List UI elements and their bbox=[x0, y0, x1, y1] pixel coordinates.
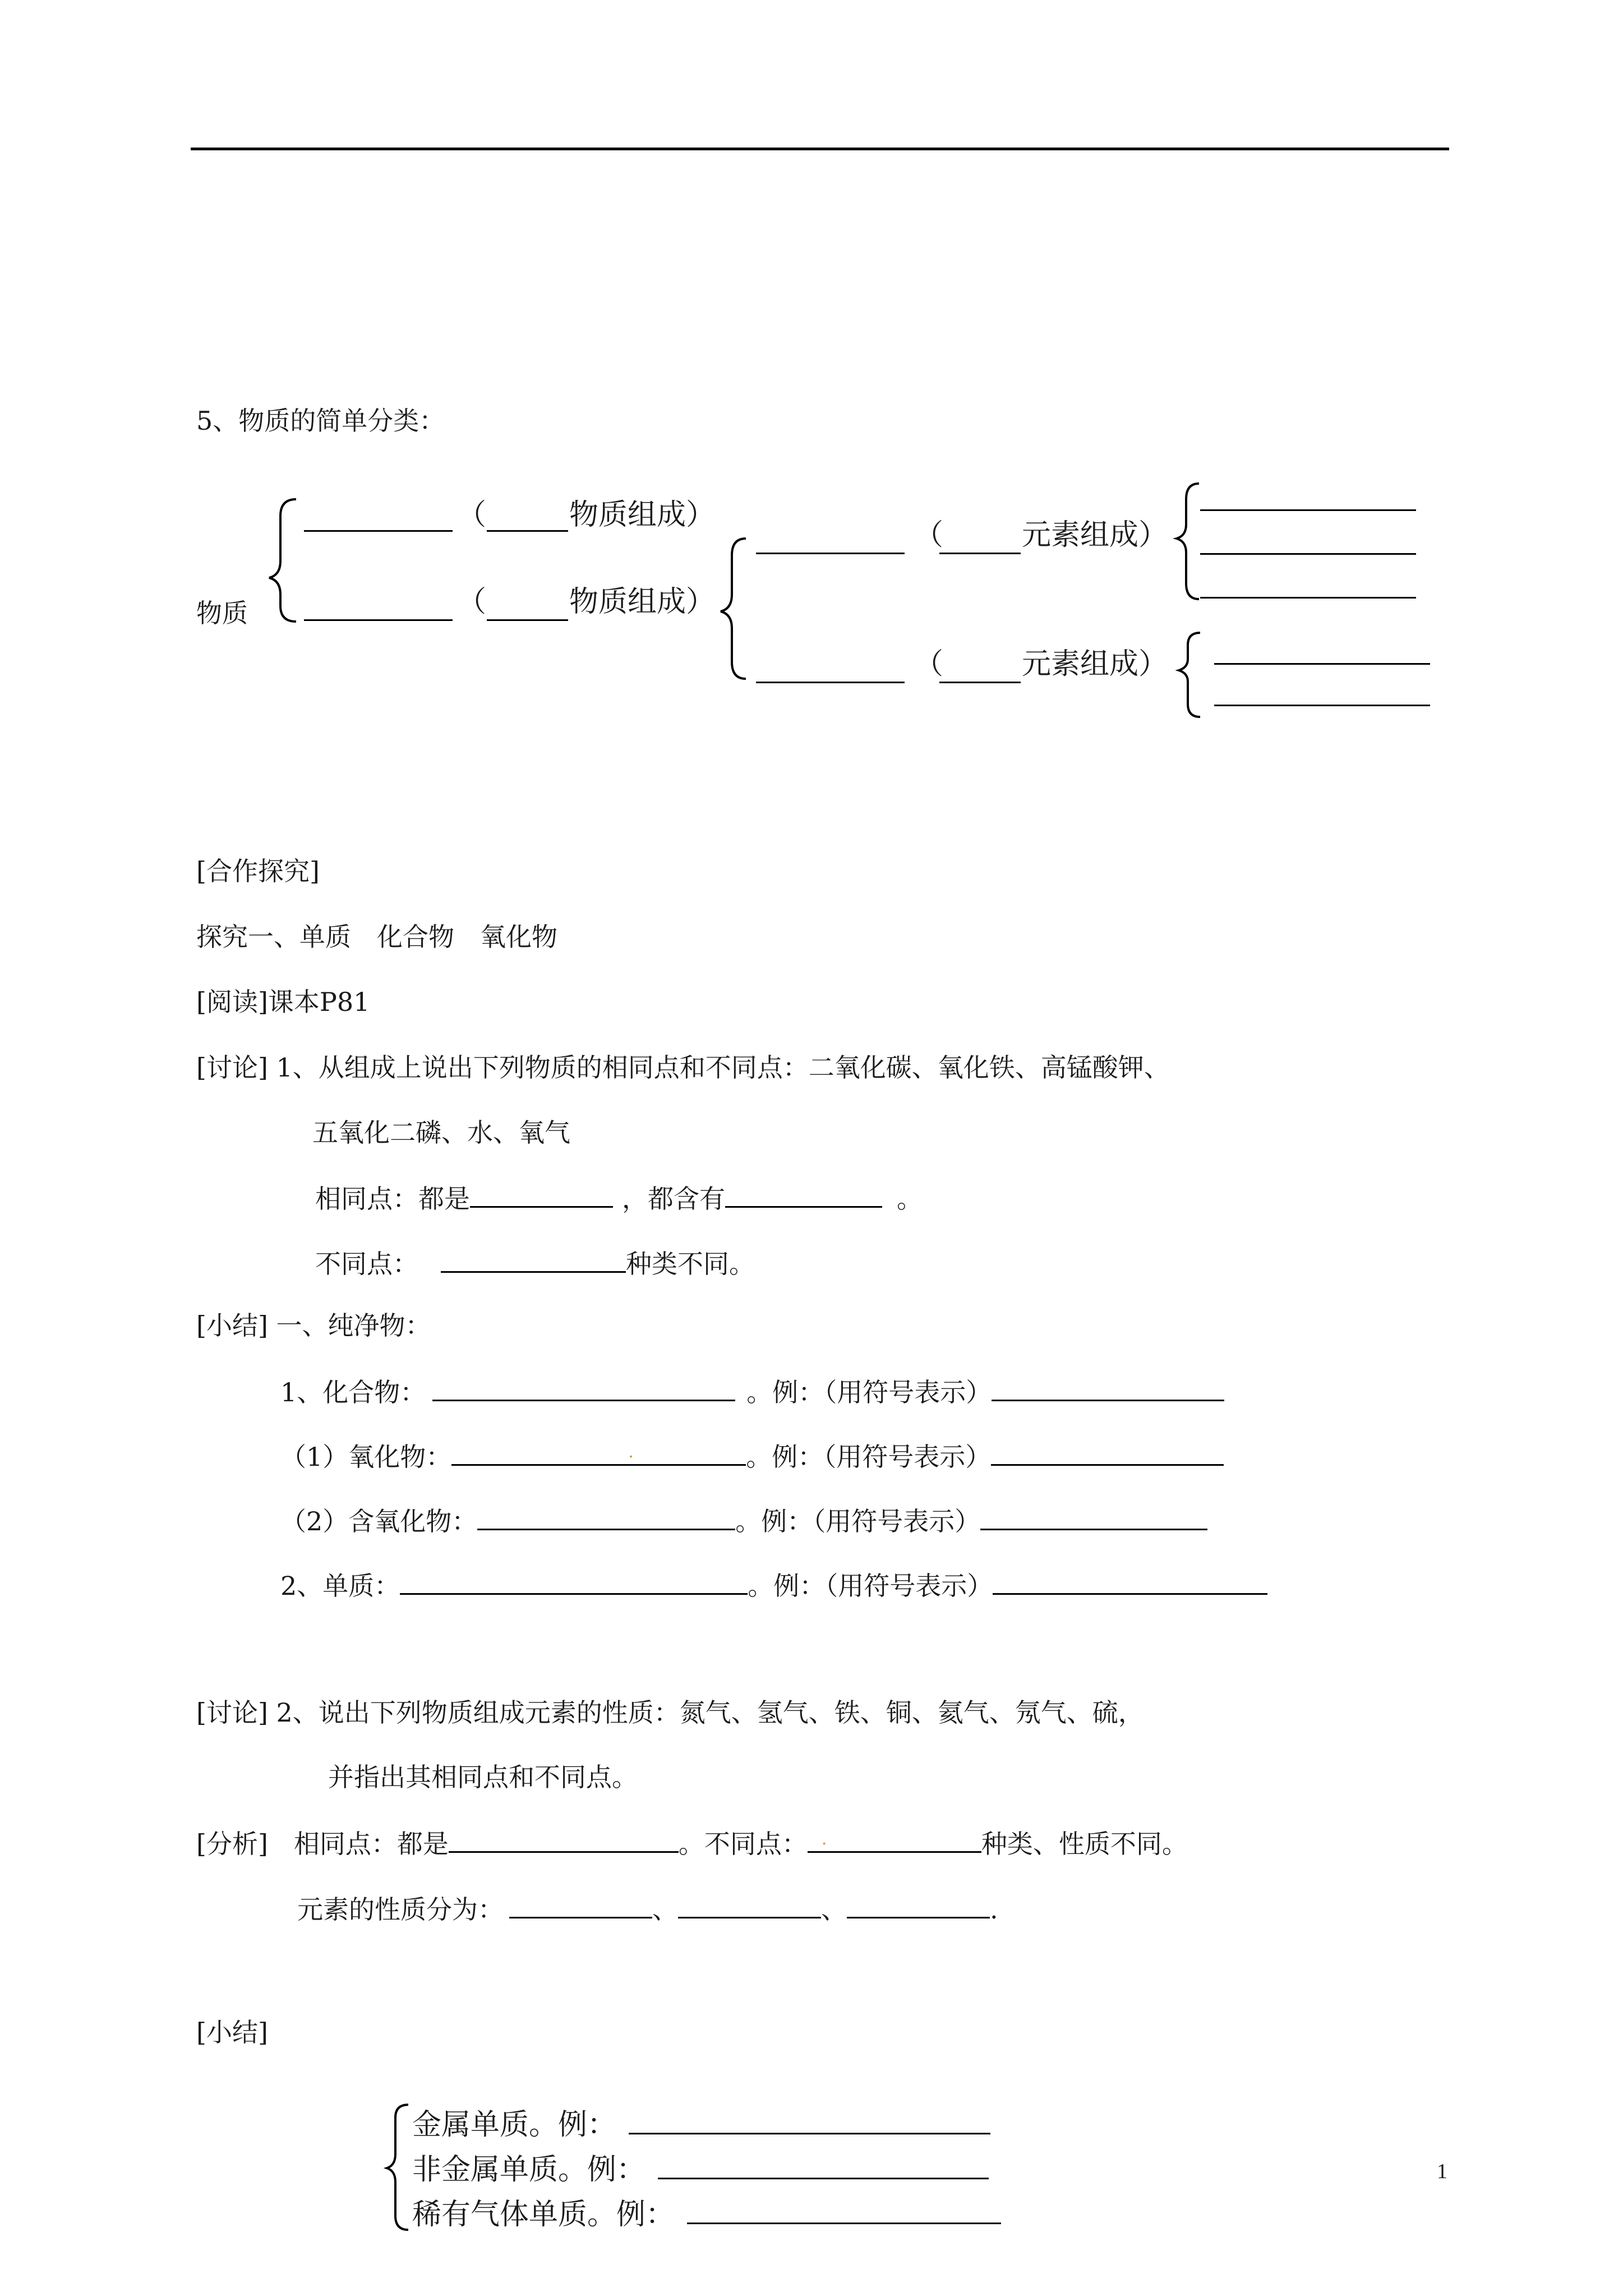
oxygen-compound-example-blank[interactable] bbox=[980, 1506, 1207, 1530]
read-note: [阅读]课本P81 bbox=[196, 987, 370, 1017]
tree-label-3: 元素组成 bbox=[1022, 518, 1139, 552]
oxide-example: 。例：（用符号表示） bbox=[746, 1442, 992, 1472]
nature-blank-1[interactable] bbox=[509, 1894, 652, 1918]
nature-sep-1: 、 bbox=[652, 1894, 678, 1925]
analysis-row bbox=[196, 1829, 1188, 1857]
metal-label: 金属单质。例： bbox=[412, 2108, 617, 2142]
discuss2-line2: 并指出其相同点和不同点。 bbox=[328, 1762, 638, 1792]
diff-blank[interactable] bbox=[441, 1249, 626, 1273]
oxide-blank[interactable] bbox=[451, 1442, 746, 1466]
noble-label: 稀有气体单质。例： bbox=[412, 2198, 675, 2231]
tree-blank-2[interactable] bbox=[304, 619, 453, 621]
compound-label: 1、化合物： bbox=[280, 1377, 426, 1407]
noble-row bbox=[412, 2200, 1001, 2229]
leaf-line-4[interactable] bbox=[1214, 663, 1430, 665]
nature-blank-3[interactable] bbox=[847, 1894, 990, 1918]
analysis-dot: . bbox=[821, 1829, 827, 1849]
leaf-line-2[interactable] bbox=[1200, 553, 1416, 555]
diff-label: 不同点： bbox=[315, 1249, 418, 1279]
compound-example: 。例：（用符号表示） bbox=[746, 1377, 992, 1407]
element-example: 。例：（用符号表示） bbox=[748, 1571, 993, 1601]
leaf-line-1[interactable] bbox=[1200, 509, 1416, 511]
analysis-label-3: 种类、性质不同。 bbox=[981, 1829, 1188, 1859]
tree-paren-close-1: ） bbox=[686, 498, 716, 532]
summary1-heading: [小结] 一、纯净物： bbox=[196, 1310, 431, 1341]
metal-row bbox=[412, 2108, 990, 2142]
oxide-example-blank[interactable] bbox=[991, 1442, 1224, 1466]
tree-blank-1b[interactable] bbox=[487, 530, 568, 532]
compound-example-blank[interactable] bbox=[992, 1377, 1224, 1401]
brace-compound-types bbox=[1179, 633, 1200, 717]
discuss1-line1: [讨论] 1、从组成上说出下列物质的相同点和不同点：二氧化碳、氧化铁、高锰酸钾、 bbox=[196, 1052, 1170, 1083]
nature-sep-2: 、 bbox=[821, 1894, 847, 1925]
brace-pure bbox=[721, 539, 746, 679]
metal-blank[interactable] bbox=[629, 2110, 990, 2134]
page-number: 1 bbox=[1437, 2160, 1447, 2183]
tree-label-2: 物质组成 bbox=[569, 585, 686, 619]
element-blank[interactable] bbox=[400, 1571, 748, 1595]
analysis-blank-2[interactable] bbox=[808, 1829, 981, 1853]
tree-blank-3b[interactable] bbox=[939, 553, 1021, 554]
discuss1-line2: 五氧化二磷、水、氧气 bbox=[312, 1117, 570, 1148]
same-blank-1[interactable] bbox=[470, 1184, 613, 1208]
compound-row bbox=[280, 1377, 1224, 1405]
tree-blank-3[interactable] bbox=[756, 553, 905, 554]
tree-paren-close-2: ） bbox=[686, 585, 716, 619]
oxygen-compound-example: 。例：（用符号表示） bbox=[735, 1506, 981, 1536]
tree-paren-open-1: （ bbox=[457, 498, 487, 532]
cooperate-heading: [合作探究] bbox=[196, 856, 320, 886]
nature-end: . bbox=[990, 1894, 998, 1925]
tree-paren-close-4: ） bbox=[1138, 647, 1168, 681]
same-row bbox=[315, 1184, 923, 1212]
diff-label-2: 种类不同。 bbox=[626, 1249, 755, 1279]
analysis-label: [分析] 相同点：都是 bbox=[196, 1829, 449, 1859]
tree-blank-1[interactable] bbox=[304, 530, 453, 532]
same-label-2: ，都含有 bbox=[622, 1184, 725, 1214]
element-label: 2、单质： bbox=[280, 1571, 400, 1601]
oxygen-compound-label: （2）含氧化物： bbox=[280, 1506, 478, 1536]
tree-root-label: 物质 bbox=[196, 598, 248, 628]
leaf-line-5[interactable] bbox=[1214, 705, 1430, 706]
oxide-dot: . bbox=[628, 1442, 634, 1462]
nonmetal-row bbox=[412, 2153, 989, 2187]
tree-paren-close-3: ） bbox=[1138, 518, 1168, 552]
leaf-line-3[interactable] bbox=[1200, 597, 1416, 599]
nature-label: 元素的性质分为： bbox=[297, 1894, 504, 1925]
compound-blank[interactable] bbox=[432, 1377, 735, 1401]
oxygen-compound-row bbox=[280, 1506, 1207, 1534]
discuss2-line1: [讨论] 2、说出下列物质组成元素的性质：氮气、氢气、铁、铜、氦气、氖气、硫， bbox=[196, 1697, 1144, 1728]
tree-label-1: 物质组成 bbox=[569, 498, 686, 532]
nature-row bbox=[297, 1894, 998, 1925]
oxide-row bbox=[280, 1442, 1224, 1470]
summary2-heading: [小结] bbox=[196, 2017, 268, 2047]
tree-blank-2b[interactable] bbox=[487, 619, 568, 621]
tree-paren-open-4: （ bbox=[914, 647, 944, 681]
tree-label-4: 元素组成 bbox=[1022, 647, 1139, 681]
tree-paren-open-2: （ bbox=[457, 585, 487, 619]
analysis-blank-1[interactable] bbox=[449, 1829, 679, 1853]
nonmetal-blank[interactable] bbox=[658, 2155, 989, 2179]
section-title: 5、物质的简单分类： bbox=[196, 406, 445, 436]
brace-summary bbox=[387, 2105, 408, 2230]
brace-main bbox=[269, 499, 296, 622]
element-row bbox=[280, 1571, 1267, 1599]
diff-row bbox=[315, 1249, 755, 1277]
same-label: 相同点：都是 bbox=[315, 1184, 470, 1214]
element-example-blank[interactable] bbox=[993, 1571, 1267, 1595]
tree-paren-open-3: （ bbox=[914, 518, 944, 552]
same-end: 。 bbox=[897, 1184, 923, 1214]
brace-element-types bbox=[1177, 484, 1199, 599]
tree-blank-4b[interactable] bbox=[939, 682, 1021, 683]
nonmetal-label: 非金属单质。例： bbox=[412, 2153, 646, 2187]
nature-blank-2[interactable] bbox=[678, 1894, 821, 1918]
same-blank-2[interactable] bbox=[725, 1184, 882, 1208]
inquiry-title: 探究一、单质 化合物 氧化物 bbox=[196, 922, 557, 952]
analysis-label-2: 。不同点： bbox=[678, 1829, 808, 1859]
oxygen-compound-blank[interactable] bbox=[477, 1506, 735, 1530]
tree-blank-4[interactable] bbox=[756, 682, 905, 683]
oxide-label: （1）氧化物： bbox=[280, 1442, 452, 1472]
noble-blank[interactable] bbox=[687, 2200, 1001, 2224]
